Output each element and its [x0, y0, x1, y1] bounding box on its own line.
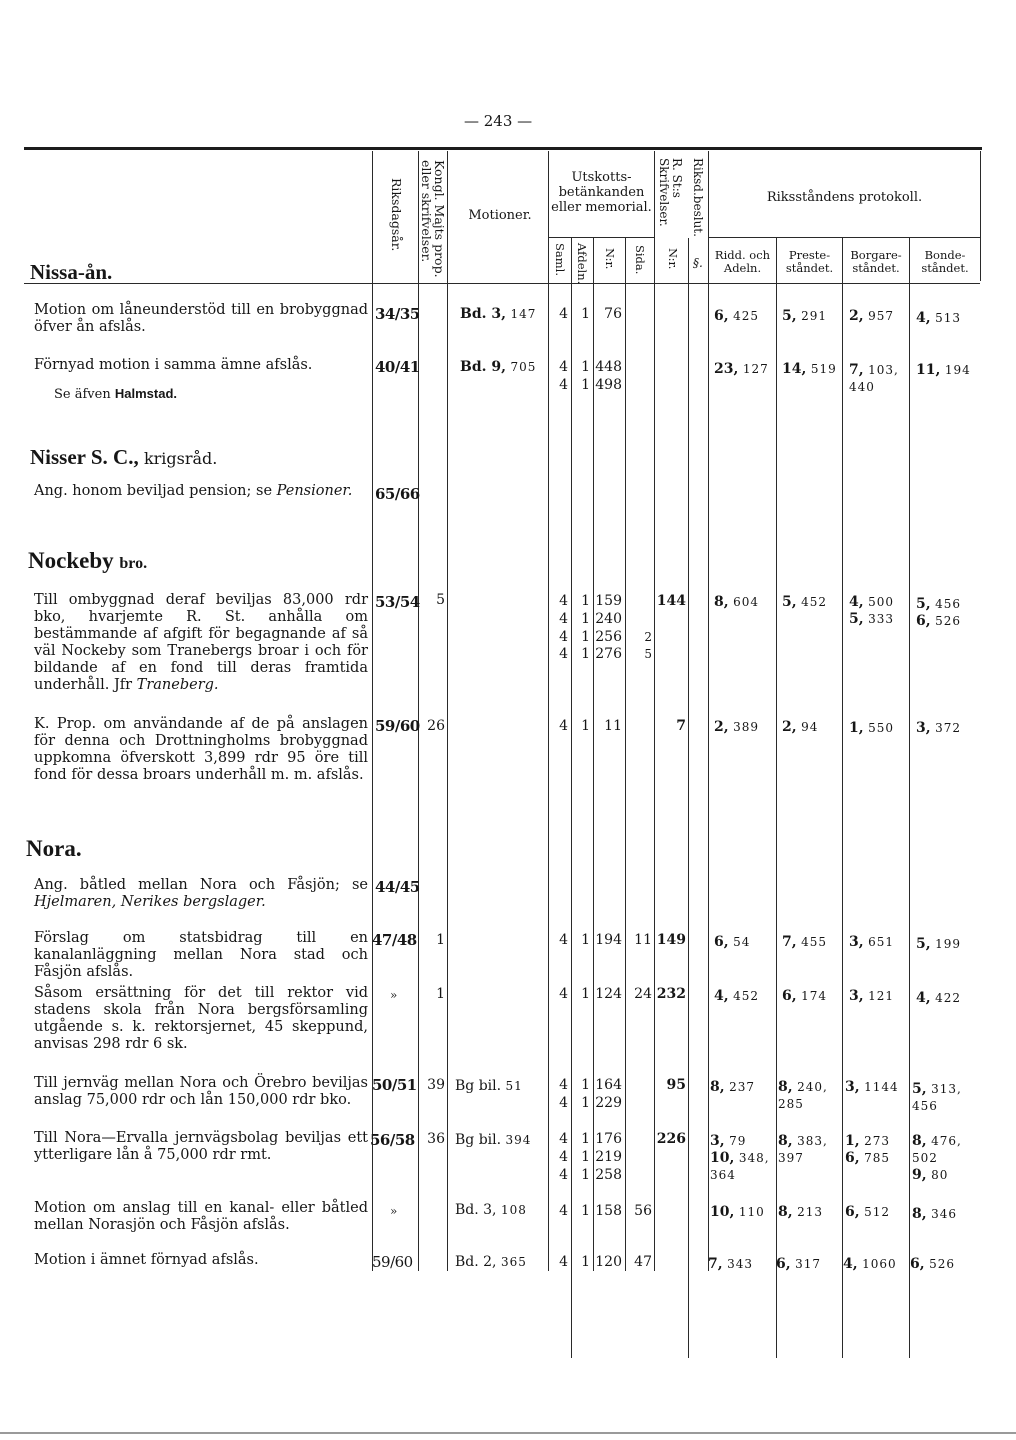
row-text: Ang. honom beviljad pension; se Pensioner. — [34, 483, 353, 499]
row-rst: 95 — [666, 1077, 686, 1093]
row-saml: 4 — [559, 1254, 568, 1270]
row-preste: 8, 383, 397 — [778, 1133, 828, 1165]
row-nr: 76 — [604, 306, 622, 322]
row-borgare: 4, 1060 — [843, 1256, 897, 1272]
row-rst: 232 — [656, 986, 686, 1002]
header-sida: Sida. — [633, 245, 647, 275]
header-utskotts: Utskotts- betänkanden eller memorial. — [551, 170, 652, 215]
row-bonde: 5, 456 6, 526 — [916, 596, 961, 629]
row-saml: 4 4 4 4 — [559, 593, 568, 663]
row-afd: 1 1 1 — [581, 1131, 590, 1183]
row-bonde: 5, 313, 456 — [912, 1081, 962, 1113]
row-saml: 4 4 — [559, 1077, 568, 1111]
row-bonde: 11, 194 — [916, 362, 971, 378]
row-saml: 4 — [559, 1203, 568, 1219]
row-text: Till jernväg mellan Nora och Örebro beviljas anslag 75,000 rdr och lån 150,000 rdr bko. — [34, 1075, 368, 1108]
row-preste: 5, 291 — [782, 308, 827, 324]
row-nr: 11 — [604, 718, 622, 734]
row-bonde: 3, 372 — [916, 720, 961, 736]
row-borgare: 1, 550 — [849, 720, 894, 736]
row-sida: 2 5 — [644, 629, 652, 662]
row-rst: 149 — [656, 932, 686, 948]
header-ridd: Ridd. och Adeln. — [714, 248, 771, 275]
top-rule — [24, 147, 982, 150]
row-kongl: 36 — [427, 1131, 445, 1147]
row-motion: Bd. 3, 108 — [455, 1202, 527, 1218]
col-line — [909, 238, 910, 1358]
row-saml: 4 — [559, 718, 568, 734]
row-text: Förslag om statsbidrag till en kanalanläggning mellan Nora stad och Fåsjön afslås. — [34, 930, 368, 980]
row-kongl: 26 — [427, 718, 445, 734]
row-borgare: 2, 957 — [849, 308, 894, 324]
header-line — [708, 237, 980, 238]
row-motion: Bd. 2, 365 — [455, 1254, 527, 1270]
row-year: 47/48 — [372, 931, 417, 949]
row-ridd: 10, 110 — [710, 1204, 765, 1220]
row-kongl: 1 — [436, 932, 445, 948]
entry-title-nissa: Nissa-ån. — [30, 260, 113, 284]
row-year: 50/51 — [372, 1076, 417, 1094]
row-saml: 4 — [559, 306, 568, 322]
row-sida: 11 — [634, 932, 652, 948]
col-line — [980, 151, 981, 281]
col-line — [447, 151, 448, 1271]
header-kongl: Kongl. Majts prop. eller skrifvelser. — [419, 160, 447, 278]
row-kongl: 39 — [427, 1077, 445, 1093]
header-bottom-line — [24, 283, 980, 284]
row-rst: 7 — [676, 718, 686, 734]
row-saml: 4 4 — [559, 359, 568, 393]
header-protokoll: Riksståndens protokoll. — [766, 190, 923, 205]
row-nr: 164 229 — [595, 1077, 622, 1111]
header-saml: Saml. — [553, 243, 567, 276]
row-bonde: 6, 526 — [910, 1256, 955, 1272]
row-year: » — [390, 988, 398, 1002]
col-line — [548, 151, 549, 1271]
row-ridd: 2, 389 — [714, 719, 759, 735]
header-afdeln: Afdeln. — [575, 243, 589, 285]
col-line — [625, 238, 626, 1271]
header-motioner: Motioner. — [468, 208, 532, 223]
header-rsts: R. St:s Skrifvelser. — [657, 158, 684, 227]
row-bonde: 8, 346 — [912, 1206, 957, 1222]
row-sida: 24 — [634, 986, 652, 1002]
row-text: Såsom ersättning för det till rektor vid stadens skola från Nora bergsförsamling utgående s. k. rektorsjernet, 45 skeppund, anvisas 298 rdr 6 sk. — [34, 985, 368, 1052]
row-preste: 7, 455 — [782, 934, 827, 950]
row-borgare: 3, 1144 — [845, 1079, 899, 1095]
row-preste: 5, 452 — [782, 594, 827, 610]
row-year: 34/35 — [375, 305, 420, 323]
row-afd: 1 1 — [581, 359, 590, 393]
row-borgare: 4, 500 5, 333 — [849, 594, 894, 627]
row-year: 59/60 — [372, 1253, 413, 1271]
col-line — [688, 238, 689, 1358]
header-riksdagsar: Riksdagsår. — [389, 178, 404, 252]
row-year: » — [390, 1204, 398, 1218]
header-para: §. — [693, 256, 703, 270]
see-also: Se äfven Halmstad. — [54, 386, 177, 402]
row-nr: 120 — [595, 1254, 622, 1270]
row-afd: 1 — [581, 986, 590, 1002]
row-kongl: 5 — [436, 592, 445, 608]
row-afd: 1 1 — [581, 1077, 590, 1111]
row-motion: Bd. 9, 705 — [460, 359, 537, 375]
row-year: 44/45 — [375, 878, 420, 896]
header-riksd-beslut: Riksd.beslut. — [691, 158, 705, 237]
row-text: Ang. båtled mellan Nora och Fåsjön; se Hjelmaren, Nerikes bergslager. — [34, 877, 368, 910]
header-preste: Preste- ståndet. — [785, 248, 834, 275]
header-nr: N:r. — [603, 248, 617, 270]
row-afd: 1 — [581, 718, 590, 734]
row-rst: 226 — [656, 1131, 686, 1147]
col-line — [708, 151, 709, 1271]
row-nr: 448 498 — [595, 359, 622, 393]
row-nr: 124 — [595, 986, 622, 1002]
row-ridd: 23, 127 — [714, 361, 769, 377]
row-saml: 4 — [559, 986, 568, 1002]
row-sida: 56 — [634, 1203, 652, 1219]
row-preste: 14, 519 — [782, 361, 837, 377]
row-ridd: 7, 343 — [708, 1256, 753, 1272]
row-year: 59/60 — [375, 717, 420, 735]
row-bonde: 8, 476, 502 9, 80 — [912, 1133, 962, 1183]
col-line — [842, 238, 843, 1358]
row-text: Förnyad motion i samma ämne afslås. — [34, 357, 313, 373]
row-borgare: 6, 512 — [845, 1204, 890, 1220]
row-year: 40/41 — [375, 358, 420, 376]
row-borgare: 3, 121 — [849, 988, 894, 1004]
row-bonde: 4, 513 — [916, 310, 961, 326]
row-preste: 8, 213 — [778, 1204, 823, 1220]
row-ridd: 3, 79 10, 348, 364 — [710, 1133, 770, 1182]
row-motion: Bd. 3, 147 — [460, 306, 537, 322]
row-text: Motion om låneunderstöd till en brobyggnad öfver ån afslås. — [34, 302, 368, 335]
header-borgare: Borgare- ståndet. — [850, 248, 902, 275]
entry-title-nora: Nora. — [26, 836, 82, 861]
row-motion: Bg bil. 51 — [455, 1078, 523, 1094]
row-afd: 1 — [581, 1254, 590, 1270]
row-rst: 144 — [656, 593, 686, 609]
col-line — [571, 238, 572, 1358]
row-nr: 194 — [595, 932, 622, 948]
row-ridd: 8, 237 — [710, 1079, 755, 1095]
row-ridd: 8, 604 — [714, 594, 759, 610]
row-ridd: 6, 425 — [714, 308, 759, 324]
entry-title-nisser: Nisser S. C., krigsråd. — [30, 445, 218, 469]
row-borgare: 1, 273 6, 785 — [845, 1133, 890, 1166]
col-line — [776, 238, 777, 1358]
row-kongl: 1 — [436, 986, 445, 1002]
row-borgare: 7, 103, 440 — [849, 362, 899, 394]
row-saml: 4 — [559, 932, 568, 948]
row-afd: 1 — [581, 306, 590, 322]
col-line — [654, 151, 655, 1271]
header-bonde: Bonde- ståndet. — [921, 248, 969, 275]
header-nr2: N:r. — [666, 248, 680, 270]
row-preste: 8, 240, 285 — [778, 1079, 828, 1111]
row-motion: Bg bil. 394 — [455, 1132, 532, 1148]
row-nr: 158 — [595, 1203, 622, 1219]
row-preste: 6, 174 — [782, 988, 827, 1004]
row-text: K. Prop. om användande af de på anslagen för denna och Drottningholms brobyggnad uppkomna öfverskott 3,899 rdr 95 öre till fond för dessa broars underhåll m. m. afslås. — [34, 716, 368, 783]
row-saml: 4 4 4 — [559, 1131, 568, 1183]
row-preste: 2, 94 — [782, 719, 819, 735]
row-year: 65/66 — [375, 485, 420, 503]
row-text: Motion i ämnet förnyad afslås. — [34, 1252, 259, 1268]
row-year: 53/54 — [375, 593, 420, 611]
row-afd: 1 — [581, 1203, 590, 1219]
row-bonde: 5, 199 — [916, 936, 961, 952]
row-afd: 1 1 1 1 — [581, 593, 590, 663]
row-sida: 47 — [634, 1254, 652, 1270]
row-text: Motion om anslag till en kanal- eller båtled mellan Norasjön och Fåsjön afslås. — [34, 1200, 368, 1233]
page-number: — 243 — — [464, 112, 533, 130]
header-line — [548, 237, 654, 238]
row-nr: 176 219 258 — [595, 1131, 622, 1183]
scan-edge — [0, 1432, 1016, 1434]
row-year: 56/58 — [370, 1131, 415, 1149]
row-preste: 6, 317 — [776, 1256, 821, 1272]
row-ridd: 6, 54 — [714, 934, 751, 950]
row-text: Till Nora—Ervalla jernvägsbolag beviljas ett ytterligare lån å 75,000 rdr rmt. — [34, 1130, 368, 1163]
row-nr: 159 240 256 276 — [595, 593, 622, 663]
entry-title-nockeby: Nockeby bro. — [28, 548, 148, 573]
row-borgare: 3, 651 — [849, 934, 894, 950]
row-bonde: 4, 422 — [916, 990, 961, 1006]
row-ridd: 4, 452 — [714, 988, 759, 1004]
row-afd: 1 — [581, 932, 590, 948]
row-text: Till ombyggnad deraf beviljas 83,000 rdr bko, hvarjemte R. St. anhålla om bestämmande af afgift för begagnande af så väl Nockeby som Tranebergs broar i och för bildande af en fond till deras framtida underhåll. Jfr Traneberg. — [34, 592, 368, 693]
col-line — [372, 151, 373, 1271]
